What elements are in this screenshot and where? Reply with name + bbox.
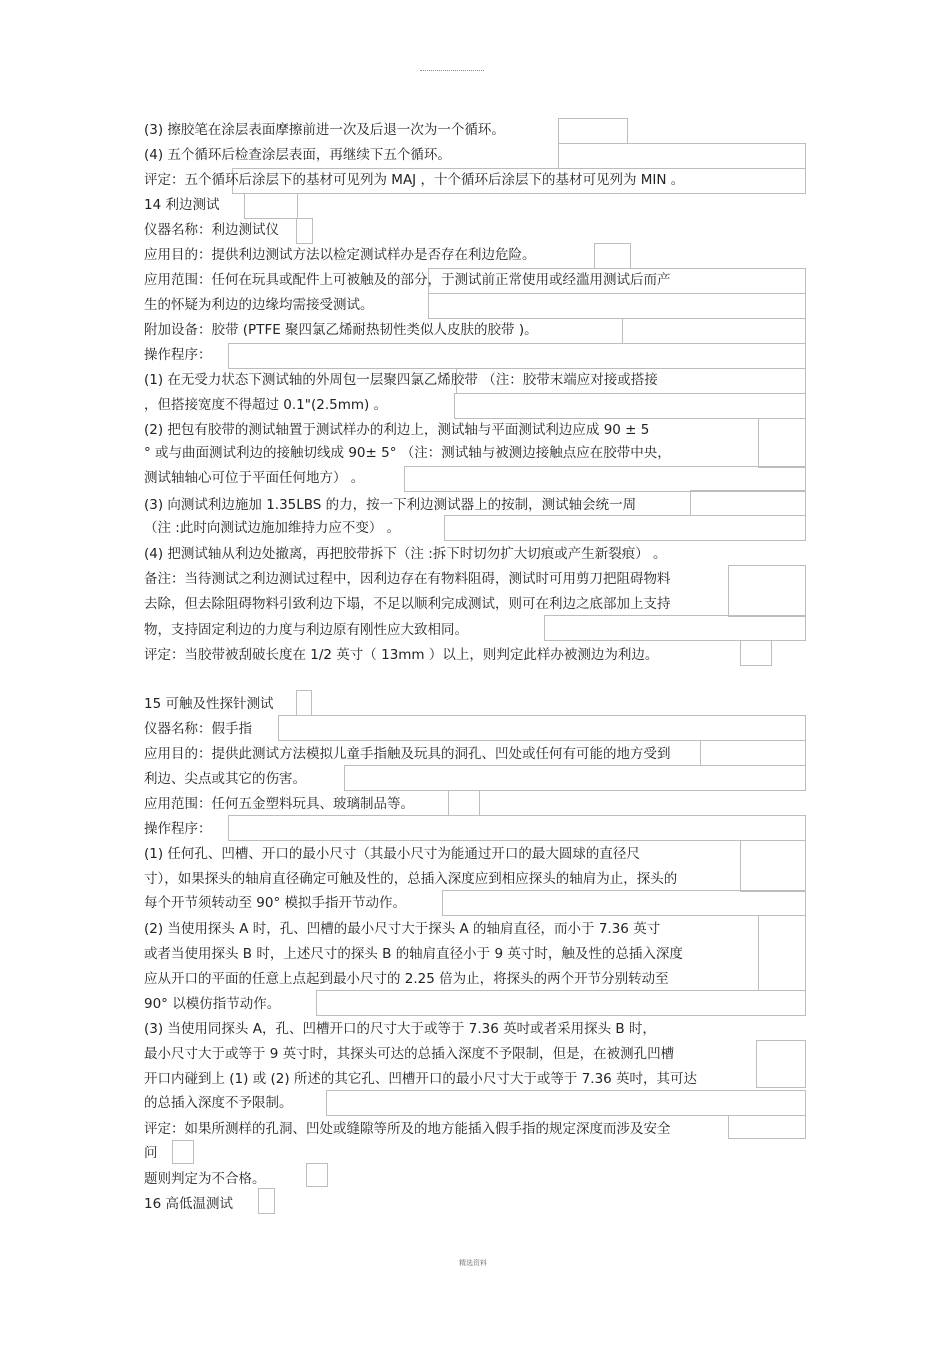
text-line: ° 或与曲面测试利边的接触切线成 90± 5° （注：测试轴与被测边接触点应在胶带中央， <box>144 445 671 461</box>
cell-border <box>558 143 806 169</box>
section-heading: 15 可触及性探针测试 <box>144 696 274 712</box>
cell-border <box>258 1188 275 1214</box>
text-line: 物，支持固定利边的力度与利边原有刚性应大致相同。 <box>144 622 468 638</box>
text-line: 问 <box>144 1145 158 1161</box>
text-line: 操作程序： <box>144 347 212 363</box>
cell-border <box>594 243 631 269</box>
text-line: 题则判定为不合格。 <box>144 1171 266 1187</box>
text-line: 每个开节须转动至 90° 模拟手指开节动作。 <box>144 895 407 911</box>
cell-border <box>728 1115 806 1139</box>
text-line: 应用范围：任何五金塑料玩具、玻璃制品等。 <box>144 796 414 812</box>
text-line: 评定：当胶带被刮破长度在 1/2 英寸（ 13mm ）以上，则判定此样办被测边为利边。 <box>144 647 659 663</box>
cell-border <box>728 565 806 617</box>
text-line: 评定：五个循环后涂层下的基材可见列为 MAJ ，十个循环后涂层下的基材可见列为 MIN 。 <box>144 172 685 188</box>
section-heading: 16 高低温测试 <box>144 1196 233 1212</box>
text-line: 应用目的：提供此测试方法模拟儿童手指触及玩具的洞孔、凹处或任何有可能的地方受到 <box>144 746 671 762</box>
cell-border <box>428 293 806 319</box>
header-rule <box>420 70 484 71</box>
cell-border <box>558 118 628 144</box>
cell-border <box>454 393 806 419</box>
cell-border <box>326 1090 806 1116</box>
text-line: 操作程序： <box>144 821 212 837</box>
text-line: (2) 当使用探头 A 时，孔、凹槽的最小尺寸大于探头 A 的轴肩直径，而小于 7.36 英寸 <box>144 921 661 937</box>
cell-border <box>756 1040 806 1088</box>
cell-border <box>306 1163 328 1187</box>
text-line: 仪器名称：利边测试仪 <box>144 222 279 238</box>
cell-border <box>622 318 806 344</box>
cell-border <box>172 1140 194 1164</box>
text-line: 的总插入深度不予限制。 <box>144 1095 293 1111</box>
text-line: 仪器名称：假手指 <box>144 721 252 737</box>
text-line: 最小尺寸大于或等于 9 英寸时，其探头可达的总插入深度不予限制，但是，在被测孔凹槽 <box>144 1046 675 1062</box>
text-line: 应用目的：提供利边测试方法以检定测试样办是否存在利边危险。 <box>144 247 536 263</box>
text-line: (4) 五个循环后检查涂层表面，再继续下五个循环。 <box>144 147 451 163</box>
text-line: 或者当使用探头 B 时，上述尺寸的探头 B 的轴肩直径小于 9 英寸时，触及性的总插入深度 <box>144 946 683 962</box>
cell-border <box>758 418 806 468</box>
text-line: (3) 向测试利边施加 1.35LBS 的力，按一下利边测试器上的按制，测试轴会统一周 <box>144 497 637 513</box>
text-line: 测试轴轴心可位于平面任何地方） 。 <box>144 470 365 486</box>
cell-border <box>404 466 806 492</box>
text-line: 去除，但去除阻碍物料引致利边下塌，不足以顺利完成测试，则可在利边之底部加上支持 <box>144 596 671 612</box>
page-footer: 精选资料 <box>459 1259 487 1267</box>
text-line: 寸），如果探头的轴肩直径确定可触及性的，总插入深度应到相应探头的轴肩为止，探头的 <box>144 871 678 887</box>
text-line: 评定：如果所测样的孔洞、凹处或缝隙等所及的地方能插入假手指的规定深度而涉及安全 <box>144 1121 671 1137</box>
cell-border <box>442 890 806 916</box>
text-line: （注 :此时向测试边施加维持力应不变） 。 <box>144 520 401 536</box>
cell-border <box>228 815 806 841</box>
cell-border <box>228 343 806 369</box>
cell-border <box>700 740 806 766</box>
cell-border <box>296 690 312 716</box>
cell-border <box>444 515 806 541</box>
text-line: 90° 以模仿指节动作。 <box>144 996 281 1012</box>
text-line: (3) 擦胶笔在涂层表面摩擦前进一次及后退一次为一个循环。 <box>144 122 505 138</box>
text-line: 备注：当待测试之利边测试过程中，因利边存在有物料阻碍，测试时可用剪刀把阻碍物料 <box>144 571 671 587</box>
text-line: (1) 在无受力状态下测试轴的外周包一层聚四氯乙烯胶带 （注：胶带末端应对接或搭接 <box>144 372 658 388</box>
cell-border <box>690 490 806 516</box>
text-line: 利边、尖点或其它的伤害。 <box>144 771 306 787</box>
cell-border <box>544 615 806 641</box>
text-line: (2) 把包有胶带的测试轴置于测试样办的利边上，测试轴与平面测试利边应成 90 ± 5 <box>144 422 650 438</box>
text-line: (1) 任何孔、凹槽、开口的最小尺寸（其最小尺寸为能通过开口的最大圆球的直径尺 <box>144 846 640 862</box>
section-heading: 14 利边测试 <box>144 197 220 213</box>
text-line: 开口内碰到上 (1) 或 (2) 所述的其它孔、凹槽开口的最小尺寸大于或等于 7.36 英吋，其可达 <box>144 1071 698 1087</box>
text-line: 应用范围：任何在玩具或配件上可被触及的部分，于测试前正常使用或经滥用测试后而产 <box>144 272 671 288</box>
cell-border <box>296 218 313 244</box>
cell-border <box>448 790 480 816</box>
cell-border <box>278 715 806 741</box>
cell-border <box>344 765 806 791</box>
cell-border <box>244 193 298 219</box>
cell-border <box>740 840 806 892</box>
text-line: ，但搭接宽度不得超过 0.1"(2.5mm) 。 <box>144 397 388 413</box>
text-line: 应从开口的平面的任意上点起到最小尺寸的 2.25 倍为止，将探头的两个开节分别转动至 <box>144 971 669 987</box>
cell-border <box>740 640 772 666</box>
text-line: (4) 把测试轴从利边处撤离，再把胶带拆下（注 :拆下时切勿扩大切痕或产生新裂痕） 。 <box>144 546 667 562</box>
text-line: (3) 当使用同探头 A，孔、凹槽开口的尺寸大于或等于 7.36 英吋或者采用探头 B 时， <box>144 1021 656 1037</box>
cell-border <box>758 915 806 991</box>
text-line: 附加设备：胶带 (PTFE 聚四氯乙烯耐热韧性类似人皮肤的胶带 )。 <box>144 322 538 338</box>
text-line: 生的怀疑为利边的边缘均需接受测试。 <box>144 297 374 313</box>
cell-border <box>316 990 806 1016</box>
